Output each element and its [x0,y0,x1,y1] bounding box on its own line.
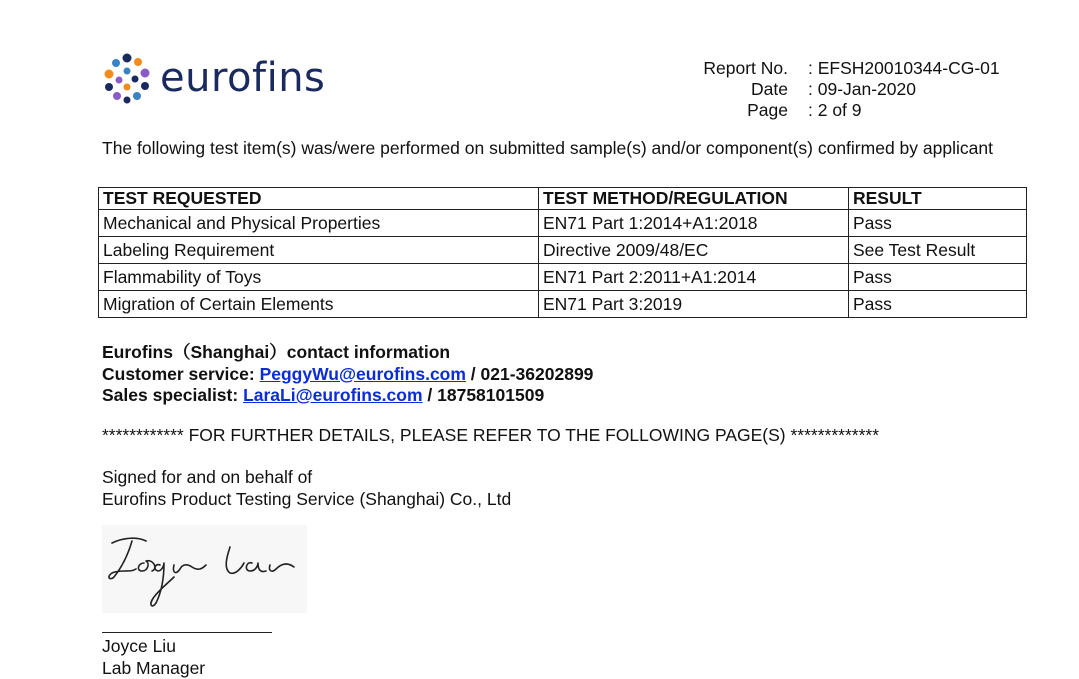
table-header-row [99,188,1027,210]
customer-service-label: Customer service: [102,364,260,384]
intro-text: The following test item(s) was/were performed on submitted sample(s) and/or component(s) confirmed by applicant [102,138,993,159]
test-result: Pass [849,291,1027,318]
test-name: Migration of Certain Elements [99,291,539,318]
report-number-label: Report No. [700,58,808,79]
header-test-requested: TEST REQUESTED [99,188,539,210]
test-method: EN71 Part 2:2011+A1:2014 [539,264,849,291]
further-details-notice: ************ FOR FURTHER DETAILS, PLEASE REFER TO THE FOLLOWING PAGE(S) ************* [102,425,879,446]
signer-name: Joyce Liu [102,636,205,658]
signature-line [102,632,272,633]
report-date-label: Date [700,79,808,100]
table-row [99,237,1027,264]
contact-information [102,342,593,407]
report-number-value: : EFSH20010344-CG-01 [808,58,1000,79]
test-name: Labeling Requirement [99,237,539,264]
test-name: Flammability of Toys [99,264,539,291]
report-page-value: : 2 of 9 [808,100,862,121]
sales-specialist-email-link[interactable]: LaraLi@eurofins.com [243,385,422,405]
signature-icon [102,525,307,613]
eurofins-dots-icon [102,52,152,104]
table-row [99,264,1027,291]
sales-specialist-phone: / 18758101509 [423,385,545,405]
signer-block [102,636,205,679]
report-number-row [700,58,1000,79]
test-method: EN71 Part 1:2014+A1:2018 [539,210,849,237]
sales-specialist-line [102,385,593,407]
contact-title: Eurofins（Shanghai）contact information [102,342,593,364]
report-page-label: Page [700,100,808,121]
handwritten-signature [102,525,307,613]
sales-specialist-label: Sales specialist: [102,385,243,405]
test-result: Pass [849,210,1027,237]
report-date-row [700,79,1000,100]
test-result: Pass [849,264,1027,291]
test-result: See Test Result [849,237,1027,264]
report-meta [700,58,1000,121]
header-result: RESULT [849,188,1027,210]
test-name: Mechanical and Physical Properties [99,210,539,237]
logo-wordmark: eurofins [160,58,325,98]
signed-line-1: Signed for and on behalf of [102,467,511,489]
table-row [99,291,1027,318]
test-results-table [98,187,1027,318]
eurofins-logo [102,52,325,104]
signed-on-behalf [102,467,511,510]
customer-service-line [102,364,593,386]
signed-line-2: Eurofins Product Testing Service (Shanghai) Co., Ltd [102,489,511,511]
test-method: EN71 Part 3:2019 [539,291,849,318]
customer-service-email-link[interactable]: PeggyWu@eurofins.com [260,364,466,384]
table-row [99,210,1027,237]
report-date-value: : 09-Jan-2020 [808,79,916,100]
header-test-method: TEST METHOD/REGULATION [539,188,849,210]
test-method: Directive 2009/48/EC [539,237,849,264]
report-page-row [700,100,1000,121]
customer-service-phone: / 021-36202899 [466,364,593,384]
signer-title: Lab Manager [102,658,205,679]
